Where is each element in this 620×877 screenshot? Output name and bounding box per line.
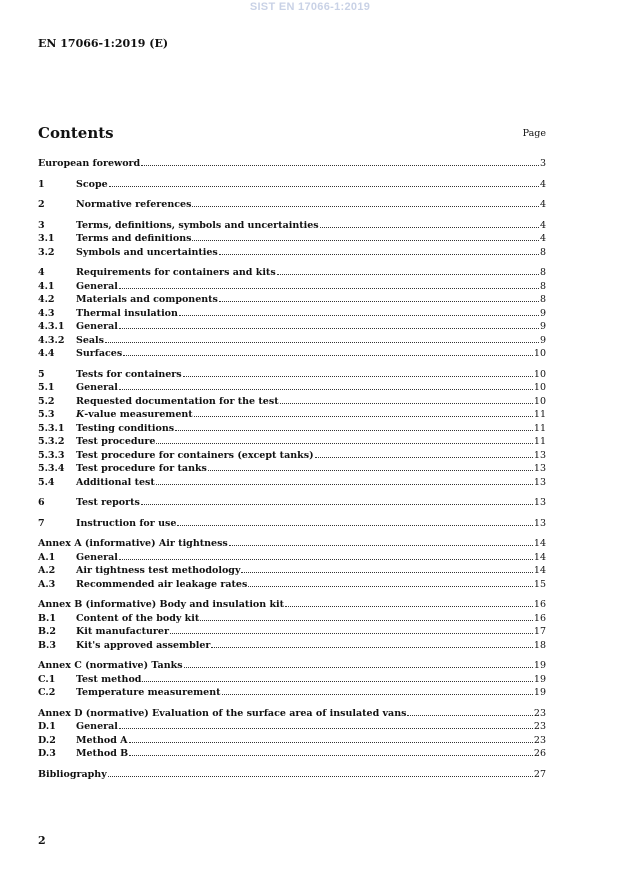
toc-entry-page: 19 [533, 660, 546, 671]
toc-entry-title: General [76, 321, 118, 332]
toc-entry[interactable] [38, 475, 546, 489]
toc-entry-number: 5.1 [38, 382, 55, 393]
toc-dot-leader [129, 746, 533, 756]
toc-entry-title: Scope [76, 178, 108, 190]
toc-entry-title: General [76, 382, 118, 393]
toc-entry-title: Additional test [76, 476, 155, 488]
toc-entry-page: 8 [539, 294, 546, 305]
toc-entry-number: 5.3.2 [38, 436, 65, 447]
toc-entry-number: 4.3.1 [38, 321, 65, 332]
toc-entry-title: Thermal insulation [76, 307, 178, 319]
toc-entry[interactable] [38, 279, 546, 293]
toc-entry-number: 5.3.4 [38, 463, 65, 474]
toc-entry-title: Seals [76, 334, 105, 346]
toc-entry-title: Materials and components [76, 294, 218, 305]
toc-entry-number: D.1 [38, 721, 56, 732]
toc-entry-title: Tests for containers [76, 368, 182, 380]
toc-entry-number: 5.2 [38, 395, 55, 407]
toc-entry-title: Terms and definitions [76, 233, 192, 244]
toc-entry-title: Testing conditions [76, 422, 175, 434]
toc-dot-leader [177, 516, 533, 526]
toc-dot-leader [211, 638, 533, 648]
toc-entry-number: 4.3 [38, 307, 55, 319]
toc-entry[interactable] [38, 394, 546, 408]
toc-entry[interactable] [38, 421, 546, 435]
toc-entry-page: 4 [539, 233, 546, 244]
toc-entry-number: B.3 [38, 639, 56, 651]
toc-entry-title: Annex C (normative) Tanks [38, 660, 183, 671]
toc-entry-title: Surfaces [76, 348, 123, 359]
toc-entry-page: 10 [533, 368, 546, 380]
toc-entry-number: 5.4 [38, 476, 55, 488]
toc-entry-title: Normative references [76, 199, 192, 210]
toc-entry[interactable] [38, 156, 546, 170]
toc-entry-title: Test reports [76, 497, 140, 508]
toc-entry-number: 3.1 [38, 233, 55, 244]
toc-entry-title: Recommended air leakage rates [76, 578, 248, 590]
toc-entry[interactable] [38, 434, 546, 448]
toc-entry-number: 3 [38, 219, 45, 231]
toc-entry-page: 19 [533, 673, 546, 685]
toc-entry-page: 3 [539, 158, 546, 169]
toc-entry[interactable] [38, 292, 546, 306]
toc-dot-leader [170, 624, 533, 634]
toc-entry-page: 10 [533, 348, 546, 359]
toc-entry-title: Kit's approved assembler [76, 639, 211, 651]
toc-entry-page: 23 [533, 721, 546, 732]
toc-entry[interactable] [38, 461, 546, 475]
toc-entry-number: 5.3 [38, 409, 55, 420]
toc-dot-leader [285, 597, 533, 607]
toc-entry-number: 3.2 [38, 246, 55, 258]
toc-entry[interactable] [38, 495, 546, 509]
toc-entry[interactable] [38, 516, 546, 530]
toc-entry-title: Method A [76, 734, 128, 746]
toc-entry-number: B.1 [38, 612, 56, 624]
toc-entry-title-italic: K [76, 409, 85, 420]
toc-dot-leader [219, 245, 539, 255]
toc-entry[interactable] [38, 231, 546, 245]
page-column-label: Page [522, 128, 546, 139]
toc-dot-leader [277, 265, 539, 275]
toc-entry-title: Test procedure for tanks [76, 463, 207, 474]
toc-entry[interactable] [38, 333, 546, 347]
toc-entry-title: Kit manufacturer [76, 626, 169, 637]
toc-entry-page: 4 [539, 199, 546, 210]
toc-dot-leader [200, 611, 533, 621]
toc-entry-title: Symbols and uncertainties [76, 246, 218, 258]
toc-entry-page: 14 [533, 538, 546, 549]
toc-entry-title: Annex B (informative) Body and insulation kit [38, 599, 285, 610]
toc-dot-leader [119, 719, 533, 729]
toc-entry-number: 4.1 [38, 280, 55, 292]
toc-entry-page: 9 [539, 307, 546, 319]
toc-entry[interactable] [38, 624, 546, 638]
toc-dot-leader [241, 563, 532, 573]
toc-entry[interactable] [38, 306, 546, 320]
toc-entry-title: Terms, definitions, symbols and uncertainties [76, 219, 319, 231]
toc-entry-number: D.2 [38, 734, 56, 746]
toc-entry-page: 11 [533, 436, 546, 447]
toc-entry-page: 8 [539, 246, 546, 258]
toc-dot-leader [156, 434, 532, 444]
toc-dot-leader [320, 218, 539, 228]
toc-entry[interactable] [38, 733, 546, 747]
toc-dot-leader [109, 177, 539, 187]
toc-entry-title-text: -value measurement [84, 409, 193, 420]
toc-dot-leader [183, 367, 533, 377]
toc-dot-leader [119, 550, 533, 560]
toc-entry-page: 18 [533, 639, 546, 651]
toc-entry-page: 13 [533, 476, 546, 488]
toc-entry-page: 8 [539, 267, 546, 278]
toc-entry-page: 23 [533, 734, 546, 746]
toc-dot-leader [123, 346, 533, 356]
toc-dot-leader [184, 658, 533, 668]
toc-entry-title: Requested documentation for the test [76, 395, 279, 407]
toc-entry[interactable] [38, 319, 546, 333]
toc-dot-leader [315, 448, 533, 458]
toc-entry-number: 4.4 [38, 348, 55, 359]
toc-entry-page: 10 [533, 382, 546, 393]
toc-entry[interactable] [38, 611, 546, 625]
toc-entry-title: Instruction for use [76, 517, 177, 529]
toc-entry[interactable] [38, 767, 546, 781]
watermark: SIST EN 17066-1:2019 [249, 1, 371, 13]
toc-entry-number: B.2 [38, 626, 56, 637]
toc-entry-page: 19 [533, 687, 546, 698]
toc-entry-title: Test procedure for containers (except tanks) [76, 449, 314, 461]
toc-entry-page: 16 [533, 599, 546, 610]
toc-entry-number: C.2 [38, 687, 56, 698]
toc-dot-leader [142, 672, 532, 682]
toc-entry-title [76, 408, 193, 422]
toc-entry-page: 11 [533, 409, 546, 420]
toc-dot-leader [105, 333, 539, 343]
toc-entry-page: 13 [533, 449, 546, 461]
toc-entry-title: Content of the body kit [76, 612, 200, 624]
toc-entry-number: A.1 [38, 551, 56, 563]
toc-dot-leader [141, 156, 539, 166]
toc-entry[interactable] [38, 407, 546, 421]
contents-title: Contents [38, 124, 114, 142]
toc-entry-number: 4 [38, 267, 45, 278]
toc-entry[interactable] [38, 706, 546, 720]
toc-dot-leader [219, 292, 539, 302]
toc-dot-leader [208, 461, 533, 471]
toc-entry-title: Requirements for containers and kits [76, 267, 276, 278]
toc-entry-number: 5.3.3 [38, 449, 65, 461]
toc-entry[interactable] [38, 563, 546, 577]
toc-dot-leader [179, 306, 539, 316]
toc-entry[interactable] [38, 380, 546, 394]
page-number: 2 [38, 834, 46, 847]
toc-entry-page: 15 [533, 578, 546, 590]
toc-entry-title: General [76, 551, 118, 563]
toc-entry[interactable] [38, 597, 546, 611]
toc-entry-number: 7 [38, 517, 45, 529]
toc-entry-title: General [76, 721, 118, 732]
toc-dot-leader [407, 706, 532, 716]
toc-dot-leader [222, 685, 533, 695]
toc-dot-leader [119, 319, 539, 329]
toc-entry-number: 2 [38, 199, 45, 210]
toc-entry-number: A.3 [38, 578, 56, 590]
toc-entry-page: 9 [539, 321, 546, 332]
toc-entry-page: 14 [533, 551, 546, 563]
toc-dot-leader [175, 421, 533, 431]
toc-entry-title: Test procedure [76, 436, 156, 447]
toc-entry-page: 11 [533, 422, 546, 434]
toc-entry-title: Annex D (normative) Evaluation of the surface area of insulated vans [38, 707, 407, 719]
toc-entry[interactable] [38, 658, 546, 672]
toc-entry-page: 16 [533, 612, 546, 624]
toc-entry-page: 13 [533, 463, 546, 474]
toc-entry[interactable] [38, 265, 546, 279]
toc-entry[interactable] [38, 550, 546, 564]
toc-entry-title: European foreword [38, 158, 141, 169]
toc-entry-page: 23 [533, 707, 546, 719]
toc-entry[interactable] [38, 448, 546, 462]
toc-dot-leader [129, 733, 533, 743]
toc-entry[interactable] [38, 346, 546, 360]
toc-entry[interactable] [38, 577, 546, 591]
toc-entry[interactable] [38, 638, 546, 652]
toc-entry[interactable] [38, 536, 546, 550]
toc-entry[interactable] [38, 245, 546, 259]
toc-dot-leader [192, 197, 539, 207]
toc-entry-page: 4 [539, 219, 546, 231]
toc-entry-page: 8 [539, 280, 546, 292]
toc-entry-page: 17 [533, 626, 546, 637]
toc-entry[interactable] [38, 367, 546, 381]
toc-entry-page: 27 [533, 768, 546, 780]
toc-entry-page: 9 [539, 334, 546, 346]
toc-dot-leader [119, 380, 533, 390]
document-id-header: EN 17066-1:2019 (E) [38, 37, 169, 50]
toc-entry-page: 4 [539, 178, 546, 190]
toc-entry[interactable] [38, 672, 546, 686]
toc-entry-title: Air tightness test methodology [76, 565, 241, 576]
toc-entry-number: D.3 [38, 748, 56, 759]
table-of-contents [38, 156, 546, 780]
toc-entry-number: 6 [38, 497, 45, 508]
toc-entry[interactable] [38, 746, 546, 760]
toc-entry-page: 13 [533, 497, 546, 508]
toc-entry-number: A.2 [38, 565, 56, 576]
toc-entry-number: 4.3.2 [38, 334, 65, 346]
toc-dot-leader [229, 536, 533, 546]
toc-entry[interactable] [38, 197, 546, 211]
toc-entry-page: 26 [533, 748, 546, 759]
toc-dot-leader [280, 394, 533, 404]
toc-dot-leader [156, 475, 533, 485]
toc-entry-number: C.1 [38, 673, 56, 685]
toc-entry-page: 13 [533, 517, 546, 529]
toc-entry[interactable] [38, 218, 546, 232]
toc-entry-title: Temperature measurement [76, 687, 221, 698]
toc-entry-page: 14 [533, 565, 546, 576]
toc-entry-title: General [76, 280, 118, 292]
toc-dot-leader [248, 577, 533, 587]
toc-entry-title: Test method [76, 673, 142, 685]
toc-entry[interactable] [38, 177, 546, 191]
toc-entry[interactable] [38, 719, 546, 733]
toc-dot-leader [192, 231, 539, 241]
toc-entry-page: 10 [533, 395, 546, 407]
toc-entry-title: Bibliography [38, 768, 107, 780]
toc-entry-number: 5 [38, 368, 45, 380]
toc-entry[interactable] [38, 685, 546, 699]
toc-entry-title: Annex A (informative) Air tightness [38, 538, 228, 549]
toc-dot-leader [141, 495, 533, 505]
toc-entry-number: 5.3.1 [38, 422, 65, 434]
toc-dot-leader [194, 407, 533, 417]
toc-entry-number: 4.2 [38, 294, 55, 305]
toc-entry-title: Method B [76, 748, 129, 759]
toc-dot-leader [108, 767, 533, 777]
toc-dot-leader [119, 279, 539, 289]
toc-entry-number: 1 [38, 178, 45, 190]
